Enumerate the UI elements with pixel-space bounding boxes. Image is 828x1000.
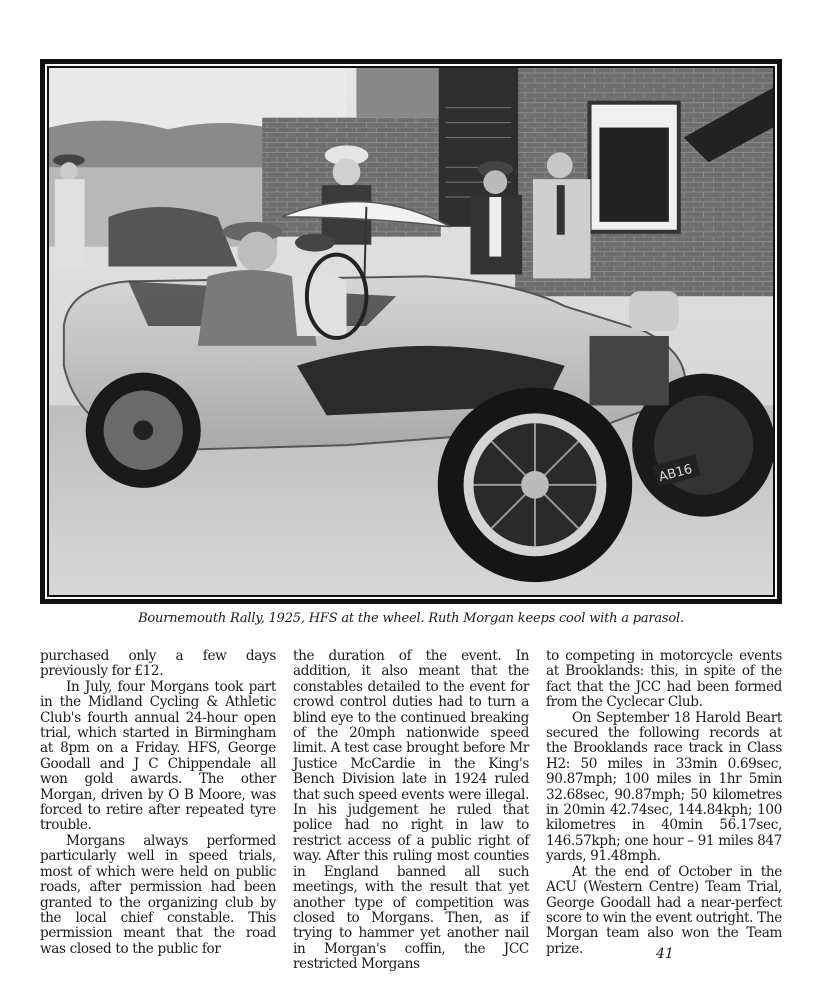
photo-frame-inner — [45, 64, 777, 599]
column-2 — [293, 648, 529, 973]
paragraph: the duration of the event. In addition, it also meant that the constables detailed to the event for crowd control duties had to turn a blind eye to the continued breaking of the 20mph nationwide speed limit. A test case brought before Mr Justice McCardie in the King's Bench Division late in 1924 ruled that such speed events were illegal. In his judgement he ruled that police had no right in law to restrict access of a public right of way. After this ruling most counties in England banned all such meetings, with the result that yet another type of competition was closed to Morgans. Then, as if trying to hammer yet another nail in Morgan's coffin, the JCC restricted Morgans — [293, 648, 529, 973]
paragraph: purchased only a few days previously for £12. — [40, 648, 276, 680]
paragraph: to competing in motorcycle events at Brooklands: this, in spite of the fact that the JCC had been formed from the Cyclecar Club. — [546, 648, 782, 711]
photo-window-glass — [599, 128, 668, 222]
column-1 — [40, 648, 276, 957]
paragraph: On September 18 Harold Beart secured the following records at the Brooklands race track in Class H2: 50 miles in 33min 0.69sec, 90.87mph; 100 miles in 1hr 5min 32.68sec, 90.87mph; 50 kilometres in 20min 42.74sec, 144.84kph; 100 kilometres in 40min 56.17sec, 146.57kph; one hour – 91 miles 847 yards, 91.48mph. — [546, 709, 782, 865]
paragraph: In July, four Morgans took part in the Midland Cycling & Athletic Club's fourth annual 24-hour open trial, which started in Birmingham at 8pm on a Friday. HFS, George Goodall and J C Chippendale all won gold awards. The other Morgan, driven by O B Moore, was forced to retire after repeated tyre trouble. — [40, 678, 276, 834]
photo-roof — [356, 68, 445, 118]
photo-caption: Bournemouth Rally, 1925, HFS at the wheel. Ruth Morgan keeps cool with a parasol. — [138, 611, 684, 626]
photograph — [47, 66, 775, 597]
paragraph: At the end of October in the ACU (Western Centre) Team Trial, George Goodall had a near-perfect score to win the event outright. The Morgan team also won the Team prize. — [546, 863, 782, 957]
photo-frame — [40, 59, 782, 604]
page-number: 41 — [656, 946, 674, 962]
photo-number-plate: AB16 — [657, 461, 694, 486]
paragraph: Morgans always performed particularly well in speed trials, most of which were held on public roads, after permission had been granted to the organizing club by the local chief constable. This permission meant that the road was closed to the public for — [40, 832, 276, 957]
photo-illustration — [49, 68, 773, 595]
